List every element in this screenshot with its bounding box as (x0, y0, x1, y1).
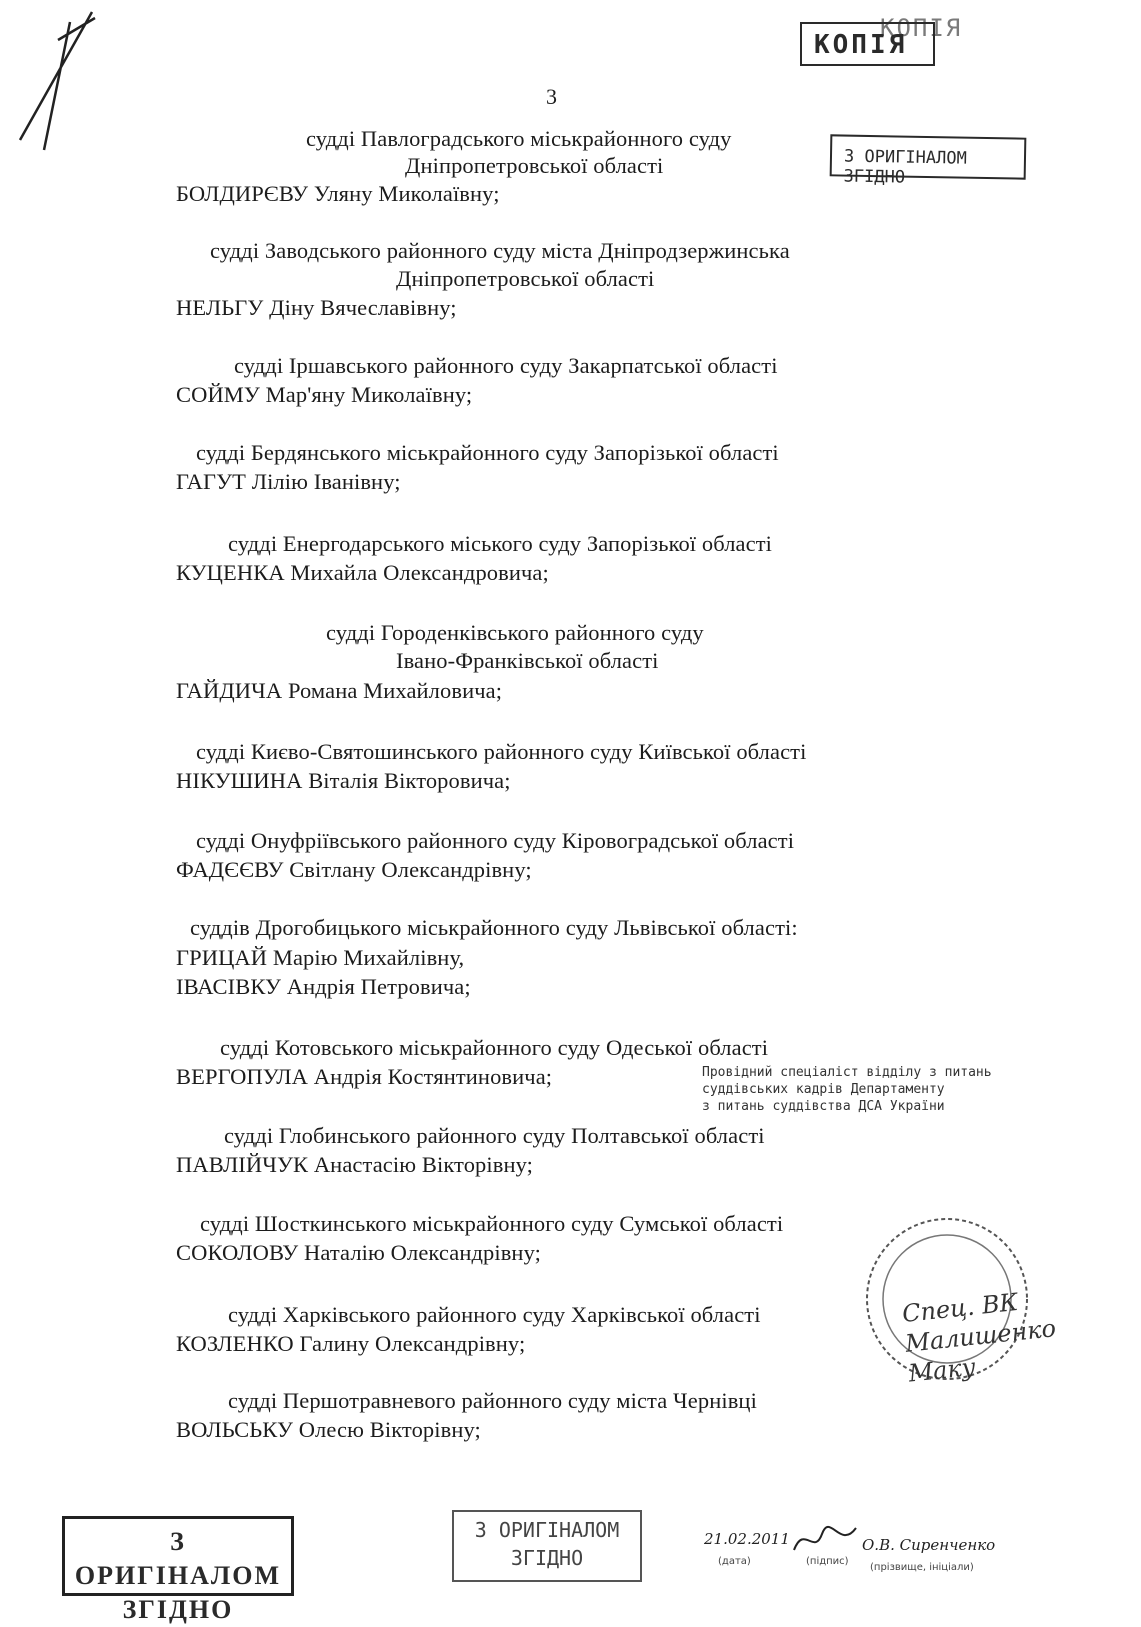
cert-line-1: Провідний спеціаліст відділу з питань (702, 1065, 992, 1080)
original-stamp-middle-line2: ЗГІДНО (510, 1546, 584, 1570)
court-line: Івано-Франківської області (396, 648, 659, 673)
judge-name-line: ВОЛЬСЬКУ Олесю Вікторівну; (176, 1417, 481, 1442)
court-line: судді Онуфріївського районного суду Кіровоградської області (196, 828, 795, 853)
court-line: Дніпропетровської області (405, 153, 664, 178)
judge-name-line: КОЗЛЕНКО Галину Олександрівну; (176, 1331, 526, 1356)
court-line: судді Києво-Святошинського районного суду Київської області (196, 739, 807, 764)
cert-line-2: суддівських кадрів Департаменту (702, 1082, 945, 1097)
original-stamp-top: З ОРИГІНАЛОМ ЗГІДНО (830, 134, 1027, 179)
judge-name-line: ІВАСІВКУ Андрія Петровича; (176, 974, 471, 999)
court-line: судді Іршавського районного суду Закарпатської області (234, 353, 778, 378)
court-line: судді Харківського районного суду Харківської області (228, 1302, 761, 1327)
original-stamp-middle (452, 1510, 642, 1582)
court-line: судді Павлоградського міськрайонного суду (306, 126, 732, 151)
judge-name-line: СОЙМУ Мар'яну Миколаївну; (176, 382, 473, 407)
judge-name-line: БОЛДИРЄВУ Уляну Миколаївну; (176, 181, 500, 206)
cert-name: О.В. Сиренченко (862, 1536, 996, 1554)
court-line: судді Заводського районного суду міста Дніпродзержинська (210, 238, 790, 263)
judge-name-line: ГАЙДИЧА Романа Михайловича; (176, 678, 503, 703)
judge-name-line: ПАВЛІЙЧУК Анастасію Вікторівну; (176, 1152, 534, 1177)
court-line: судді Шосткинського міськрайонного суду Сумської області (200, 1211, 784, 1236)
page-number: 3 (546, 84, 557, 109)
judge-name-line: ГАГУТ Лілію Іванівну; (176, 469, 401, 494)
certification-stamp (702, 1064, 1032, 1115)
handwritten-note: Спец. ВК Малишенко Маку (900, 1287, 1058, 1388)
judge-name-line: НІКУШИНА Віталія Вікторовича; (176, 768, 511, 793)
court-line: судді Бердянського міськрайонного суду Запорізької області (196, 440, 779, 465)
judge-name-line: ФАДЄЄВУ Світлану Олександрівну; (176, 857, 532, 882)
copy-stamp-ghost: КОПІЯ (880, 14, 963, 42)
cert-label-name: (прізвище, ініціали) (870, 1562, 974, 1573)
court-line: судді Глобинського районного суду Полтавської області (224, 1123, 765, 1148)
original-stamp-left-line1: З ОРИГІНАЛОМ (74, 1527, 282, 1590)
court-line: судді Енергодарського міського суду Запорізької області (228, 531, 773, 556)
cert-signature (790, 1520, 860, 1560)
court-line: судді Котовського міськрайонного суду Одеської області (220, 1035, 769, 1060)
copy-stamp: КОПІЯ (800, 22, 935, 66)
cert-label-date: (дата) (718, 1556, 751, 1567)
cert-label-sign: (підпис) (806, 1556, 849, 1567)
judge-name-line: СОКОЛОВУ Наталію Олександрівну; (176, 1240, 541, 1265)
cert-line-3: з питань суддівства ДСА України (702, 1099, 945, 1114)
original-stamp-left-line2: ЗГІДНО (122, 1595, 234, 1624)
judge-name-line: НЕЛЬГУ Діну Вячеславівну; (176, 295, 457, 320)
court-line: ГРИЦАЙ Марію Михайлівну, (176, 945, 465, 970)
cert-date: 21.02.2011 (704, 1530, 790, 1548)
margin-scribble (0, 0, 110, 160)
judge-name-line: КУЦЕНКА Михайла Олександровича; (176, 560, 549, 585)
court-line: Дніпропетровської області (396, 266, 655, 291)
court-line: судді Першотравневого районного суду міста Чернівці (228, 1388, 757, 1413)
court-line: судді Городенківського районного суду (326, 620, 704, 645)
judge-name-line: ВЕРГОПУЛА Андрія Костянтиновича; (176, 1064, 553, 1089)
court-line: суддів Дрогобицького міськрайонного суду Львівської області: (190, 915, 798, 940)
original-stamp-middle-line1: З ОРИГІНАЛОМ (474, 1518, 620, 1542)
original-stamp-left (62, 1516, 294, 1624)
